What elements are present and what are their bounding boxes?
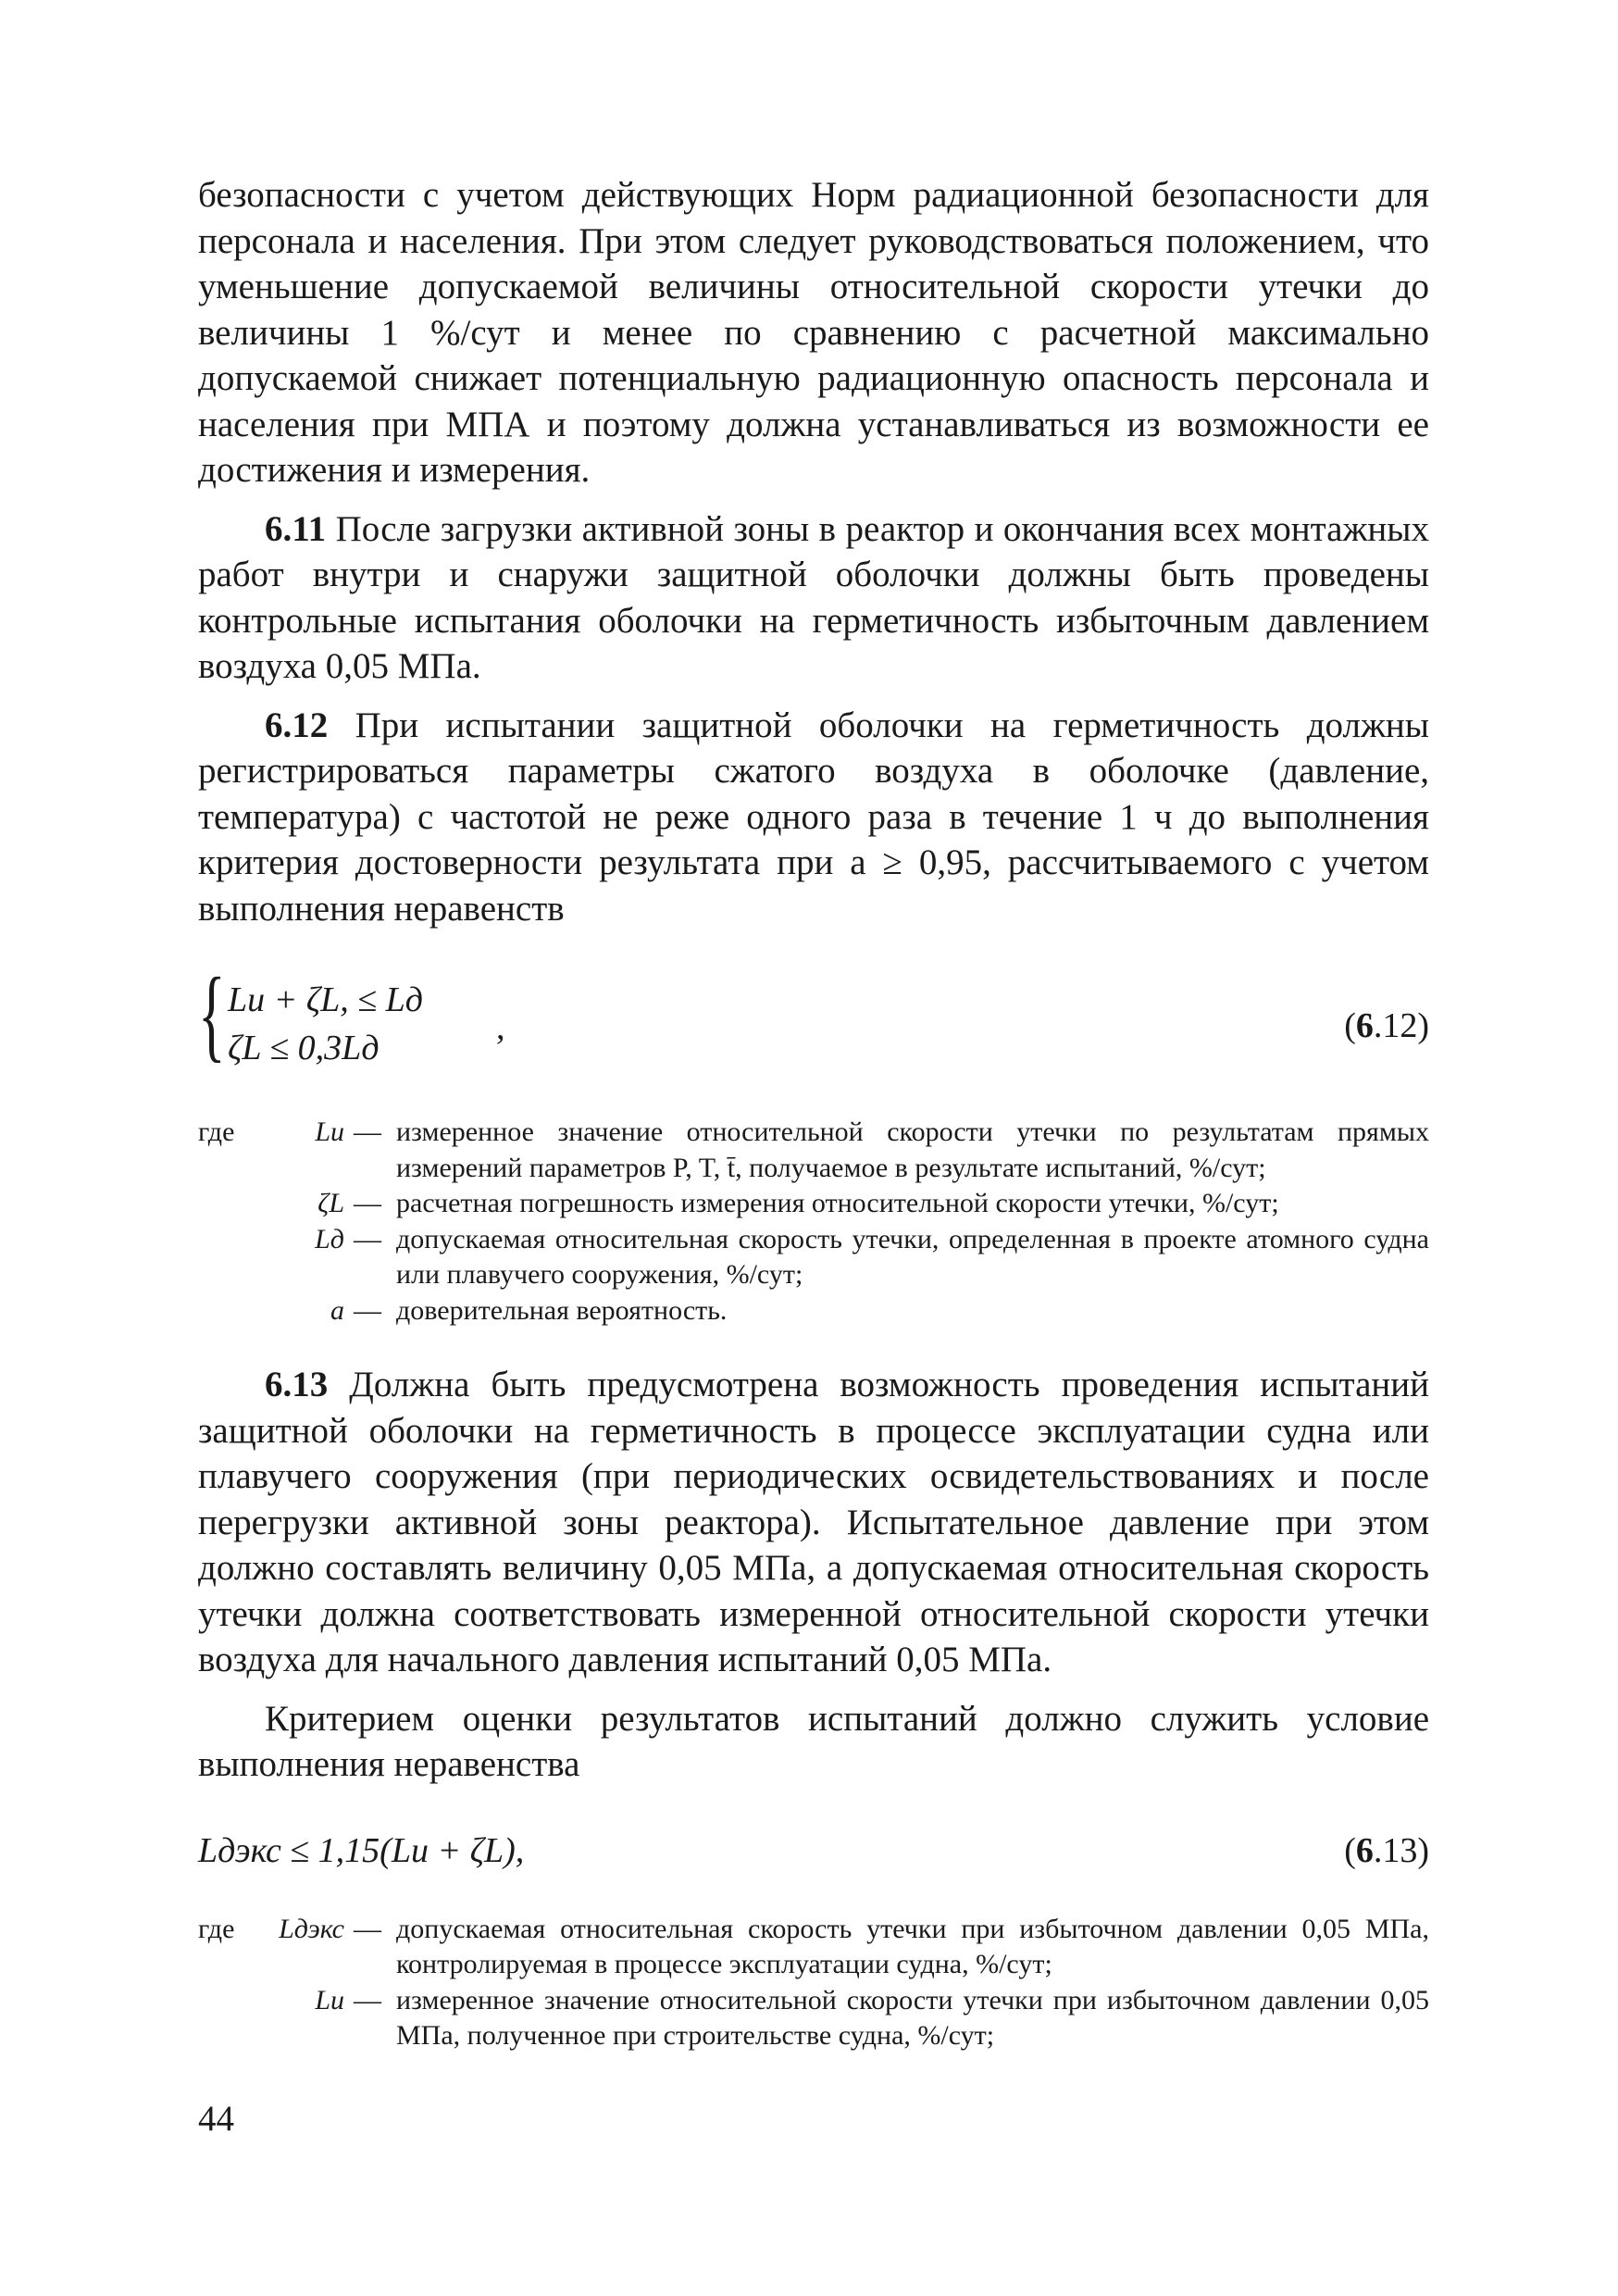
legend-symbol: ζL [317,1188,344,1218]
legend-symbol: Lи [315,1984,344,2015]
legend-6-12 [198,1115,1429,1329]
legend-6-13 [198,1912,1429,2054]
clause-text: После загрузки активной зоны в реактор и окончания всех монтажных работ внутри и снаружи защитной оболочки должны быть проведены контрольные испытания оболочки на герметичность избыточным давлением воздуха 0,05 МПа. [198,508,1429,686]
legend-dash: — [354,1188,381,1218]
paren-open: ( [1344,1006,1356,1045]
clause-number: 6.13 [265,1365,329,1404]
legend-where: где [198,1117,235,1147]
legend-dash: — [354,1117,381,1147]
formula-number-rest: .12) [1373,1006,1429,1045]
legend-symbol: Lи [315,1117,344,1147]
criterion-paragraph: Критерием оценки результатов испытаний должно служить условие выполнения неравенства [198,1698,1429,1784]
formula-number-bold: 6 [1355,1830,1374,1870]
formula-comma: , [496,1008,505,1047]
legend-dash: — [354,1223,381,1254]
legend-where: где [198,1913,235,1944]
legend-text: доверительная вероятность. [396,1294,728,1326]
formula-number [1344,1830,1429,1871]
formula-expression: Lдэкс ≤ 1,15(Lи + ζL), [198,1830,525,1870]
clause-6-12 [198,703,1429,932]
clause-6-11 [198,506,1429,690]
legend-symbol: a [330,1294,344,1326]
clause-6-13 [198,1362,1429,1683]
brace-symbol: { [198,957,226,1072]
legend-text: допускаемая относительная скорость утечки, определенная в проекте атомного судна или плавучего сооружения, %/сут; [396,1223,1429,1290]
formula-system [228,976,423,1072]
legend-text: допускаемая относительная скорость утечки при избыточном давлении 0,05 МПа, контролируемая в процессе эксплуатации судна, %/сут; [396,1913,1429,1979]
legend-symbol: Lдэкс [279,1913,344,1944]
legend-row [198,1983,1429,2054]
clause-number: 6.11 [265,508,327,549]
legend-dash: — [354,1984,381,2015]
legend-text: расчетная погрешность измерения относительной скорости утечки, %/сут; [396,1188,1279,1218]
clause-text: Должна быть предусмотрена возможность проведения испытаний защитной оболочки на герметичность в процессе эксплуатации судна или плавучего сооружения (при периодических освидетельствованиях и после перегрузки активной зоны реактора). Испытательное давление при этом должно составлять величину 0,05 МПа, а допускаемая относительная скорость утечки должна соответствовать измеренной относительной скорости утечки воздуха для начального давления испытаний 0,05 МПа. [198,1365,1429,1679]
legend-row [198,1912,1429,1983]
formula-number-rest: .13) [1373,1830,1429,1870]
formula-line-1: Lи + ζL, ≤ Lд [228,980,424,1019]
legend-row [198,1186,1429,1222]
legend-row [198,1115,1429,1186]
legend-text: измеренное значение относительной скорости утечки при избыточном давлении 0,05 МПа, полученное при строительстве судна, %/сут; [396,1984,1429,2051]
clause-text: При испытании защитной оболочки на герметичность должны регистрироваться параметры сжатого воздуха в оболочке (давление, температура) с частотой не реже одного раза в течение 1 ч до выполнения критерия достоверности результата при a ≥ 0,95, рассчитываемого с учетом выполнения неравенств [198,705,1429,929]
paren-open: ( [1344,1830,1356,1870]
legend-row [198,1222,1429,1293]
legend-row [198,1293,1429,1329]
page-content [198,172,1429,2054]
page-number: 44 [198,2099,234,2139]
formula-number-bold: 6 [1355,1006,1374,1045]
paragraph-continuation: безопасности с учетом действующих Норм радиационной безопасности для персонала и населения. При этом следует руководствоваться положением, что уменьшение допускаемой величины относительной скорости утечки до величины 1 %/сут и менее по сравнению с расчетной максимально допускаемой снижает потенциальную радиационную опасность персонала и населения при МПА и поэтому должна устанавливаться из возможности ее достижения и измерения. [198,175,1429,490]
formula-6-13 [198,1821,1429,1886]
legend-dash: — [354,1294,381,1326]
formula-line-2: ζL ≤ 0,3Lд [228,1029,380,1067]
clause-number: 6.12 [265,705,329,745]
formula-number [1344,1005,1429,1046]
legend-text: измеренное значение относительной скорости утечки по результатам прямых измерений параметров P, T, t̄, получаемое в результате испытаний, %/сут; [396,1117,1429,1183]
formula-6-12 [198,957,1429,1089]
legend-dash: — [354,1913,381,1944]
legend-symbol: Lд [315,1223,344,1254]
